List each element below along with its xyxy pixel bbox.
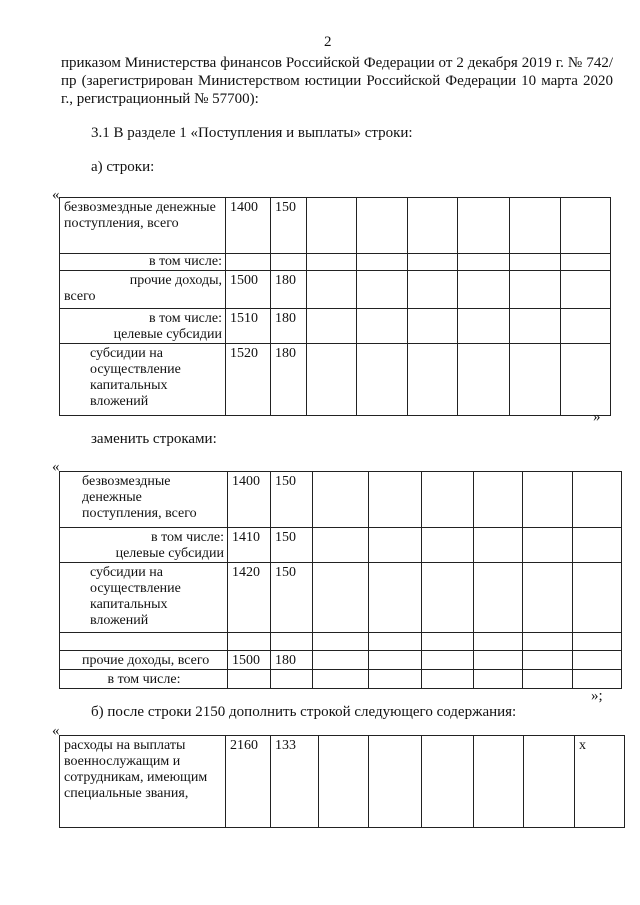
row-code <box>228 633 271 651</box>
part-a-label: а) строки: <box>91 159 155 175</box>
table-row <box>60 633 622 651</box>
row-name: субсидии на осуществление капитальных вложений <box>60 563 228 633</box>
table-row <box>60 670 622 689</box>
row-name: субсидии на осуществление капитальных вложений <box>60 344 226 416</box>
part-a-close-quote: » <box>593 409 601 425</box>
table-row <box>60 309 611 344</box>
row-kosgu: 180 <box>271 309 307 344</box>
row-code: 1500 <box>228 651 271 670</box>
row-code: 1510 <box>226 309 271 344</box>
row-kosgu: 133 <box>271 736 319 828</box>
row-code: 1410 <box>228 528 271 563</box>
table-row <box>60 198 611 254</box>
row-code: 1500 <box>226 271 271 309</box>
row-name: в том числе: целевые субсидии <box>60 309 226 344</box>
row-kosgu: 180 <box>271 271 307 309</box>
section-heading: 3.1 В разделе 1 «Поступления и выплаты» строки: <box>91 125 413 141</box>
row-code: 1400 <box>228 472 271 528</box>
row-kosgu: 150 <box>271 528 313 563</box>
table-c <box>59 735 625 828</box>
row-kosgu: 150 <box>271 198 307 254</box>
table-row <box>60 563 622 633</box>
table-a <box>59 197 611 416</box>
row-code: 2160 <box>226 736 271 828</box>
table-row <box>60 344 611 416</box>
table-row <box>60 528 622 563</box>
row-kosgu <box>271 633 313 651</box>
table-row <box>60 472 622 528</box>
table-row <box>60 254 611 271</box>
row-code <box>228 670 271 689</box>
replace-open-quote: « <box>52 459 60 475</box>
page-number: 2 <box>324 34 332 50</box>
row-name: расходы на выплаты военнослужащим и сотрудникам, имеющим специальные звания, <box>60 736 226 828</box>
row-kosgu: 150 <box>271 563 313 633</box>
row-code: 1420 <box>228 563 271 633</box>
part-b-label: б) после строки 2150 дополнить строкой следующего содержания: <box>91 704 517 720</box>
replace-close-quote: »; <box>591 688 603 704</box>
row-mark: х <box>575 736 625 828</box>
row-kosgu: 180 <box>271 344 307 416</box>
row-kosgu <box>271 670 313 689</box>
row-code <box>226 254 271 271</box>
row-name: прочие доходы, всего <box>60 271 226 309</box>
row-name: прочие доходы, всего <box>60 651 228 670</box>
row-name: в том числе: целевые субсидии <box>60 528 228 563</box>
row-kosgu: 150 <box>271 472 313 528</box>
row-code: 1520 <box>226 344 271 416</box>
row-name <box>60 633 228 651</box>
row-code: 1400 <box>226 198 271 254</box>
part-a-open-quote: « <box>52 187 60 203</box>
row-kosgu: 180 <box>271 651 313 670</box>
intro-paragraph: приказом Министерства финансов Российской Федерации от 2 декабря 2019 г. № 742/пр (зарегистрирован Министерством юстиции Российской Федерации 10 марта 2020 г., регистрационный № 57700): <box>61 55 613 107</box>
row-kosgu <box>271 254 307 271</box>
row-name: в том числе: <box>60 670 228 689</box>
part-b-open-quote: « <box>52 723 60 739</box>
table-row <box>60 271 611 309</box>
row-name: безвозмездные денежные поступления, всего <box>60 198 226 254</box>
replace-label: заменить строками: <box>91 431 217 447</box>
table-b <box>59 471 622 689</box>
row-name: безвозмездные денежные поступления, всего <box>60 472 228 528</box>
row-name: в том числе: <box>60 254 226 271</box>
table-row <box>60 651 622 670</box>
table-row <box>60 736 625 828</box>
